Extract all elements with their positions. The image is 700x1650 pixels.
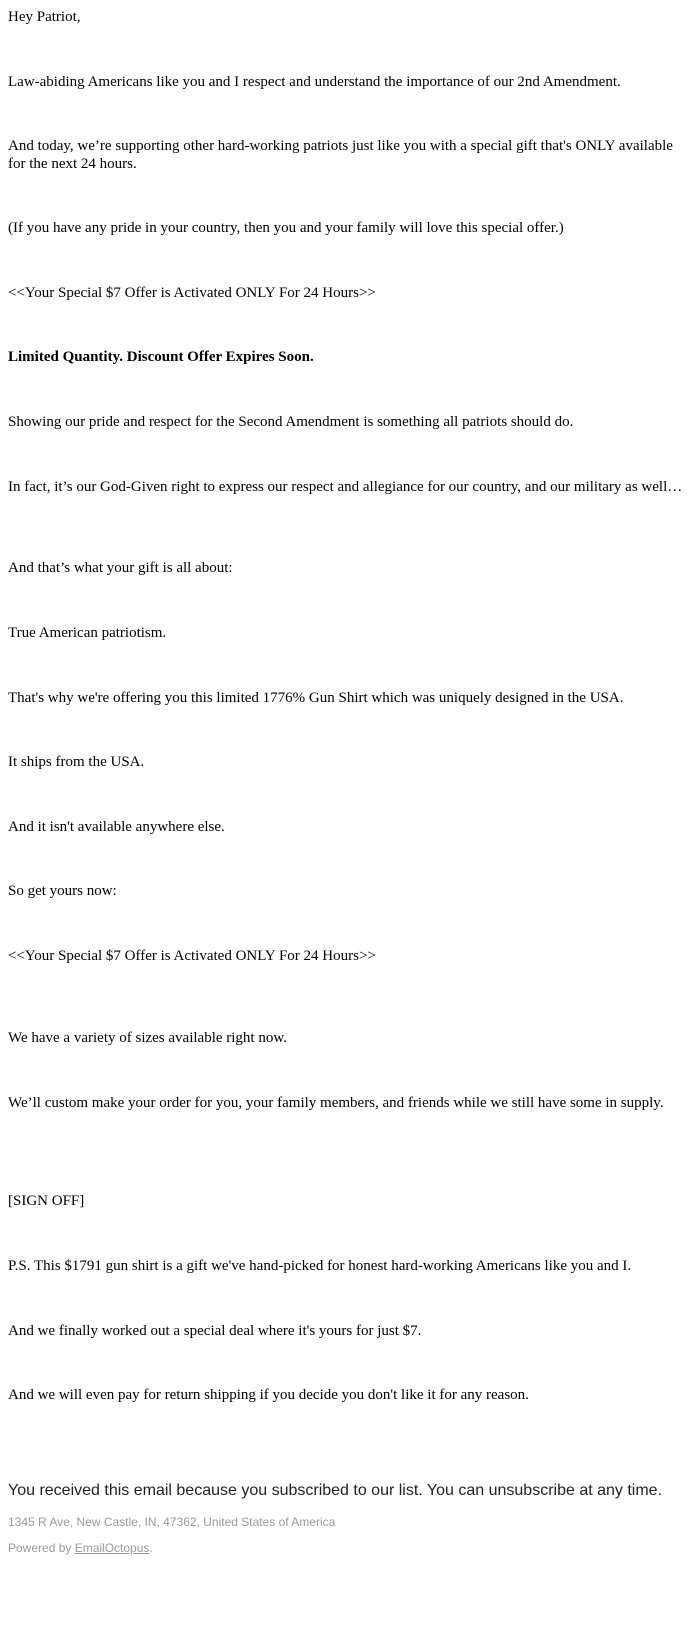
- paragraph: And today, we’re supporting other hard-working patriots just like you with a special gift that's ONLY available for the next 24 hours.: [8, 138, 673, 172]
- paragraph: True American patriotism.: [8, 625, 167, 641]
- emailoctopus-link[interactable]: EmailOctopus: [74, 1541, 150, 1555]
- subscription-notice: You received this email because you subscribed to our list. You can unsubscribe at any time.: [8, 1482, 663, 1499]
- paragraph: That's why we're offering you this limited 1776% Gun Shirt which was uniquely designed in the USA.: [8, 690, 624, 706]
- sender-address: 1345 R Ave, New Castle, IN, 47362, United States of America: [8, 1515, 336, 1529]
- paragraph: It ships from the USA.: [8, 754, 145, 770]
- greeting: Hey Patriot,: [8, 9, 81, 25]
- paragraph: We have a variety of sizes available right now.: [8, 1030, 287, 1046]
- paragraph: (If you have any pride in your country, then you and your family will love this special offer.): [8, 220, 564, 236]
- limited-quantity-notice: Limited Quantity. Discount Offer Expires Soon.: [8, 349, 314, 365]
- paragraph: So get yours now:: [8, 883, 117, 899]
- paragraph: And that’s what your gift is all about:: [8, 560, 233, 576]
- powered-by: [8, 1540, 692, 1556]
- powered-by-suffix: .: [149, 1541, 153, 1555]
- paragraph: We’ll custom make your order for you, your family members, and friends while we still have some in supply.: [8, 1095, 664, 1111]
- paragraph: In fact, it’s our God-Given right to express our respect and allegiance for our country, and our military as well…: [8, 479, 683, 495]
- paragraph: Law-abiding Americans like you and I respect and understand the importance of our 2nd Amendment.: [8, 74, 621, 90]
- powered-by-prefix: Powered by: [8, 1541, 75, 1555]
- postscript: P.S. This $1791 gun shirt is a gift we've hand-picked for honest hard-working Americans like you and I.: [8, 1258, 632, 1274]
- sign-off-placeholder: [SIGN OFF]: [8, 1193, 85, 1209]
- offer-link[interactable]: <<Your Special $7 Offer is Activated ONLY For 24 Hours>>: [8, 948, 376, 964]
- paragraph: And we finally worked out a special deal where it's yours for just $7.: [8, 1323, 422, 1339]
- paragraph: Showing our pride and respect for the Second Amendment is something all patriots should do.: [8, 414, 574, 430]
- offer-link[interactable]: <<Your Special $7 Offer is Activated ONLY For 24 Hours>>: [8, 285, 376, 301]
- paragraph: And we will even pay for return shipping if you decide you don't like it for any reason.: [8, 1387, 529, 1403]
- paragraph: And it isn't available anywhere else.: [8, 819, 225, 835]
